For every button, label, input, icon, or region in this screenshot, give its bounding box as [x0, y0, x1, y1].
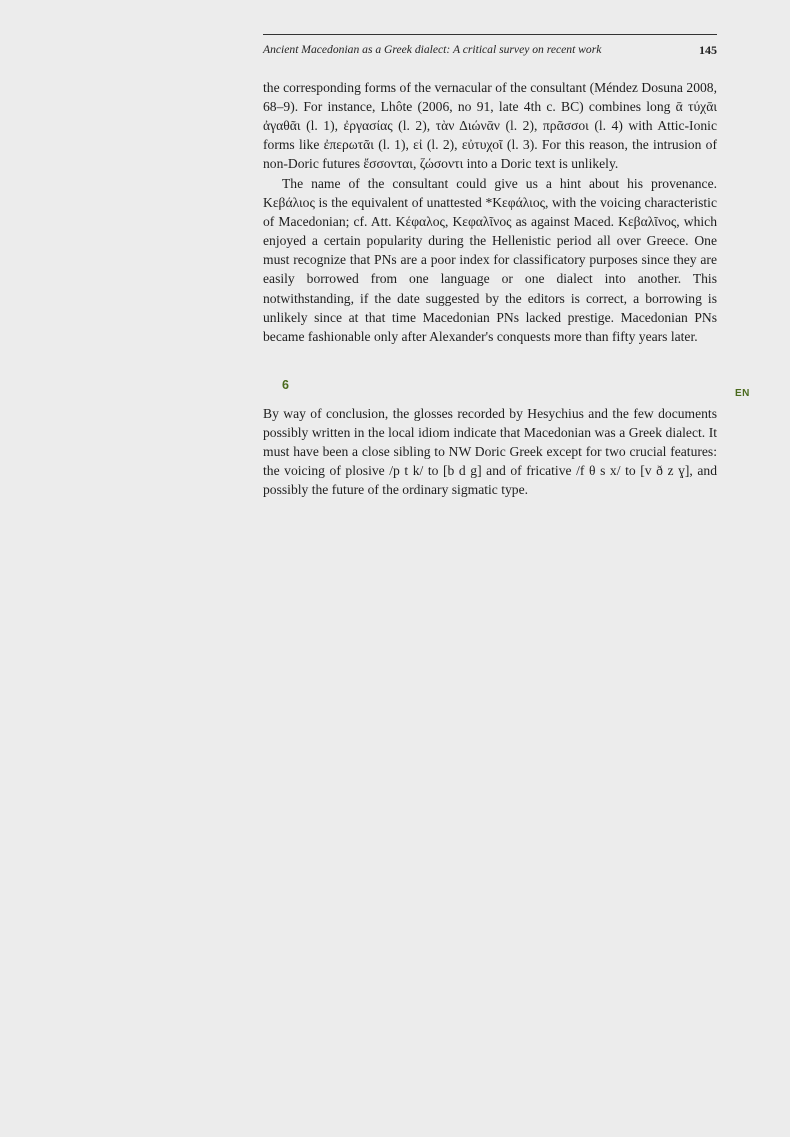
- paragraph-1: the corresponding forms of the vernacular of the consultant (Méndez Dosuna 2008, 68–9). For instance, Lhôte (2006, no 91, late 4th c. BC) combines long ᾱ τύχᾱι ἀγαθᾶι (l. 1), ἐργασίας (l. 2), τὰν Διώνᾱν (l. 2), πρᾶσσοι (l. 4) with Attic-Ionic forms like ἐπερωτᾶι (l. 1), εἰ (l. 2), εὐτυχοῖ (l. 3). For this reason, the intrusion of non-Doric futures ἔσσονται, ζώσοντι into a Doric text is unlikely.: [263, 80, 717, 172]
- paragraph-3: By way of conclusion, the glosses recorded by Hesychius and the few documents possibly written in the local idiom indicate that Macedonian was a Greek dialect. It must have been a close sibling to NW Doric Greek except for two crucial features: the voicing of plosive /p t k/ to [b d g] and of fricative /f θ s x/ to [v ð z ɣ], and possibly the future of the ordinary sigmatic type.: [263, 406, 717, 498]
- language-badge: EN: [735, 388, 750, 399]
- page-number: 145: [699, 43, 717, 57]
- paragraph-2: The name of the consultant could give us a hint about his provenance. Κεβάλιος is the equivalent of unattested *Κεφάλιος, with the voicing characteristic of Macedonian; cf. Att. Κέφαλος, Κεφαλῖνος as against Maced. Κεβαλῖνος, which enjoyed a certain popularity during the Hellenistic period all over Greece. One must recognize that PNs are a poor index for classificatory purposes since they are easily borrowed from one language or one dialect into another. This notwithstanding, if the date suggested by the editors is correct, a borrowing is unlikely since at that time Macedonian PNs lacked prestige. Macedonian PNs became fashionable only after Alexander's conquests more than fifty years later.: [263, 176, 717, 344]
- section-number: 6: [282, 378, 289, 392]
- running-header: [263, 34, 717, 61]
- running-title: Ancient Macedonian as a Greek dialect: A critical survey on recent work: [263, 43, 602, 56]
